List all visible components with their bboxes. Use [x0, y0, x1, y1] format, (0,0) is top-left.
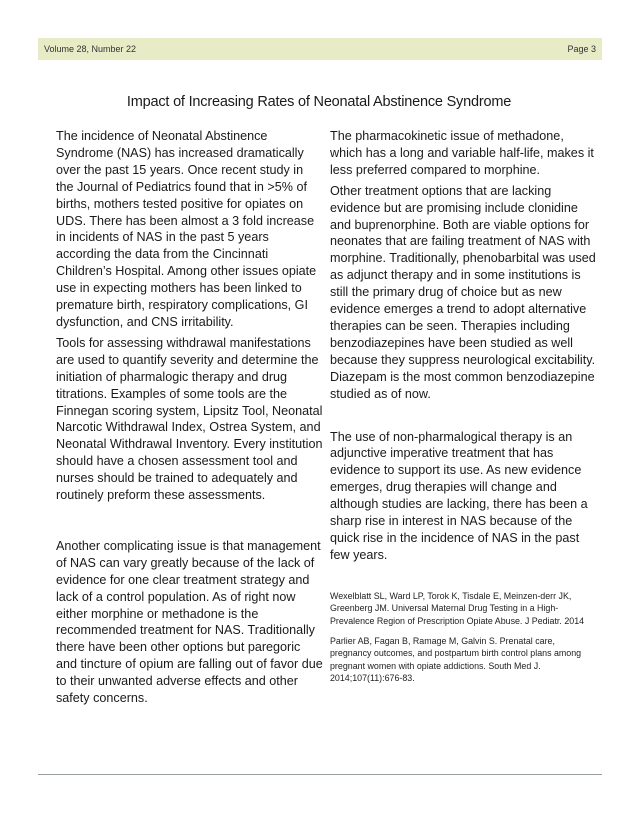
left-paragraph-2: Tools for assessing withdrawal manifestations are used to quantify severity and determine the initiation of pharmalogic therapy and drug titrations. Examples of some tools are the Finnegan scoring system, Lipsitz Tool, Neonatal Narcotic Withdrawal Index, Ostrea System, and Neonatal Withdrawal Inventory. Every institution should have a chosen assessment tool and nurses should be trained to adequately and routinely preform these assessments.: [56, 335, 323, 503]
reference-2: Parlier AB, Fagan B, Ramage M, Galvin S. Prenatal care, pregnancy outcomes, and postpartum birth control plans among pregnant women with opiate addictions. South Med J. 2014;107(11):676-83.: [330, 635, 582, 684]
left-paragraph-1: The incidence of Neonatal Abstinence Syndrome (NAS) has increased dramatically over the past 15 years. Once recent study in the Journal of Pediatrics found that in >5% of births, mothers tested positive for opiates on UDS. There has been almost a 3 fold increase in incidents of NAS in the past 5 years according the data from the Cincinnati Children’s Hospital. Among other issues opiate use in expecting mothers has been linked to premature birth, respiratory complications, GI dysfunction, and CNS irritability.: [56, 129, 317, 329]
article-title: Impact of Increasing Rates of Neonatal Abstinence Syndrome: [126, 94, 512, 110]
references: [330, 590, 598, 685]
right-paragraph-2: Other treatment options that are lacking evidence but are promising include clonidine and buprenorphine. Both are viable options for neonates that are failing treatment of NAS with morphine. Traditionally, phenobarbital was used as adjunct therapy and in some institutions is still the primary drug of choice but as new evidence emerges a trend to adopt alternative therapies can be seen. Therapies including benzodiazepines have been studied as well because they suppress neurological excitability. Diazepam is the most common benzodiazepine studied as of now.: [330, 183, 596, 401]
left-column: [56, 128, 324, 711]
left-paragraph-3: Another complicating issue is that management of NAS can vary greatly because of the lack of evidence for one clear treatment strategy and lack of a control population. As of right now either morphine or methadone is the recommended treatment for NAS. Traditionally there have been other options but paregoric and tincture of opium are falling out of favor due to their unwanted adverse effects and other safety concerns.: [56, 538, 323, 706]
reference-1: Wexelblatt SL, Ward LP, Torok K, Tisdale E, Meinzen-derr JK, Greenberg JM. Universal Maternal Drug Testing in a High-Prevalence Region of Prescription Opiate Abuse. J Pediatr. 2014: [330, 590, 585, 626]
page-number: Page 3: [567, 44, 596, 54]
footer-divider: [38, 774, 602, 775]
volume-label: Volume 28, Number 22: [44, 44, 137, 54]
right-paragraph-3: The use of non-pharmalogical therapy is an adjunctive imperative treatment that has evidence to support its use. As new evidence emerges, drug therapies will change and although studies are lacking, there has been a sharp rise in interest in NAS because of the quick rise in the incidence of NAS in the past few years.: [330, 429, 588, 562]
right-column: [330, 128, 598, 693]
right-paragraph-1: The pharmacokinetic issue of methadone, which has a long and variable half-life, makes it less preferred compared to morphine.: [330, 129, 594, 177]
page-header: [38, 38, 602, 60]
